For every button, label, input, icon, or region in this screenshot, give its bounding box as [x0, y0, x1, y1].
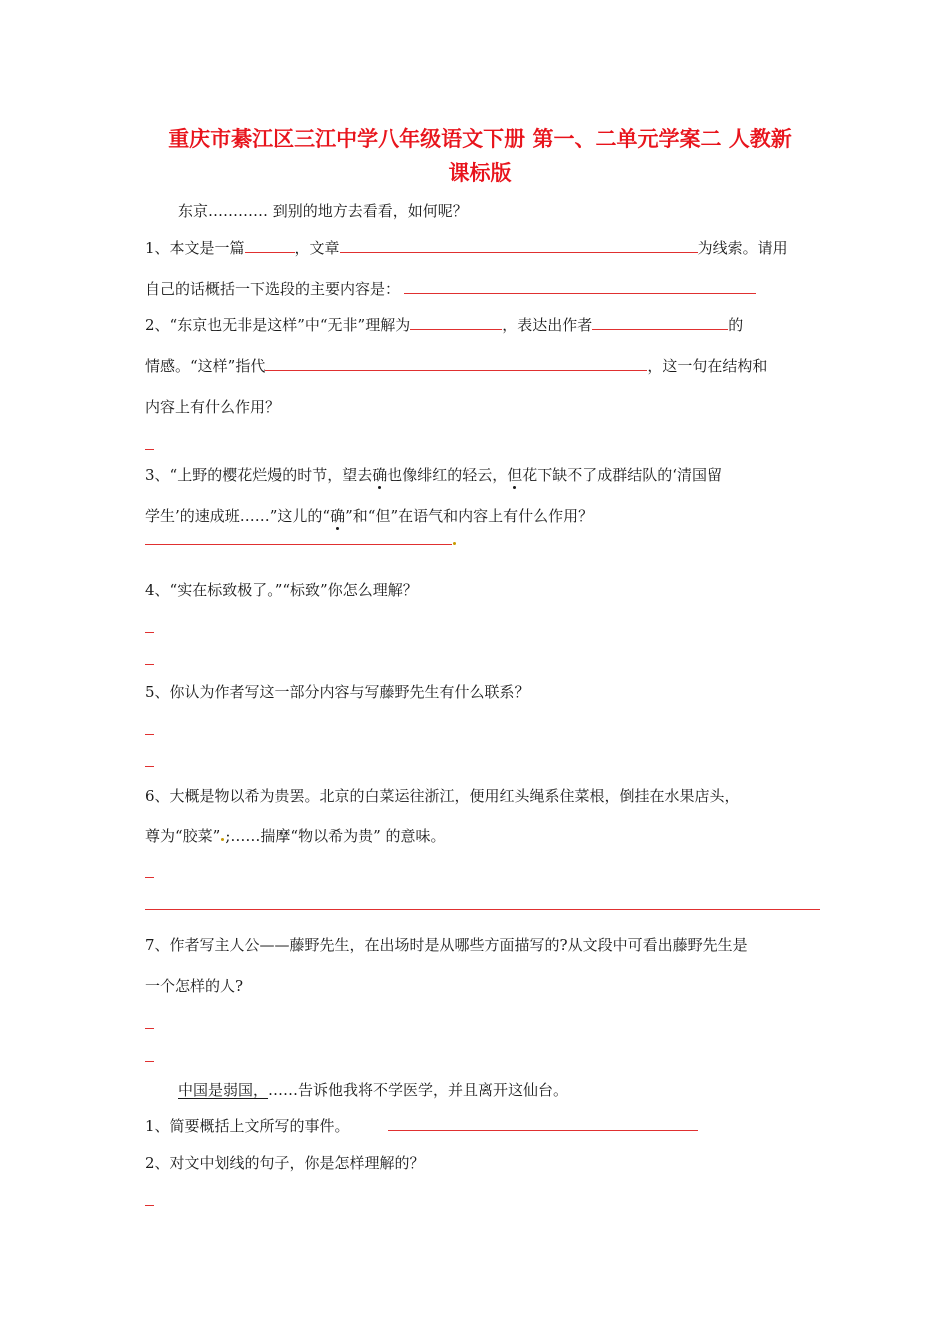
mark-dot [453, 542, 456, 545]
question-1-line2: 自己的话概括一下选段的主要内容是： [145, 279, 825, 299]
question-7-line1: 7、作者写主人公——藤野先生，在出场时是从哪些方面描写的?从文段中可看出藤野先生是 [145, 936, 748, 954]
question-4: 4、“实在标致极了。”“标致”你怎么理解？ [145, 581, 418, 599]
answer-dash[interactable] [145, 877, 154, 878]
question-5: 5、你认为作者写这一部分内容与写藤野先生有什么联系？ [145, 683, 530, 701]
question-7-line2: 一个怎样的人? [145, 977, 244, 995]
answer-rule[interactable] [145, 909, 820, 910]
underlined-sentence: 中国是弱国， [178, 1081, 269, 1099]
question-2-line1: 2、“东京也无非是这样”中“无非”理解为 ，表达出作者 的 [145, 316, 744, 334]
question-3-line2: 学生’的速成班……”这儿的“确”和“但”在语气和内容上有什么作用？ [145, 507, 594, 525]
answer-blank[interactable] [592, 315, 728, 330]
answer-blank[interactable] [388, 1116, 698, 1131]
question-3-answer [145, 530, 825, 550]
section2-question-1: 1、简要概括上文所写的事件。 [145, 1116, 825, 1136]
answer-dash[interactable] [145, 664, 154, 665]
answer-dash[interactable] [145, 766, 154, 767]
answer-blank[interactable] [265, 356, 647, 371]
document-title-line1: 重庆市綦江区三江中学八年级语文下册 第一、二单元学案二 人教新 [168, 127, 792, 151]
answer-dash[interactable] [145, 734, 154, 735]
document-title-line2: 课标版 [448, 161, 512, 185]
question-6-line1: 6、大概是物以希为贵罢。北京的白菜运往浙江，便用红头绳系住菜根，倒挂在水果店头， [145, 787, 740, 805]
answer-dash[interactable] [145, 1028, 154, 1029]
question-2-line3: 内容上有什么作用？ [145, 398, 281, 416]
excerpt-1: 东京………… 到别的地方去看看，如何呢？ [178, 202, 468, 220]
section2-question-2: 2、对文中划线的句子，你是怎样理解的？ [145, 1154, 425, 1172]
answer-blank[interactable] [145, 530, 452, 545]
answer-blank[interactable] [410, 315, 502, 330]
answer-blank[interactable] [404, 279, 756, 294]
mark-dot [221, 838, 224, 841]
question-1-line1: 1、本文是一篇 ，文章 为线索。请用 [145, 239, 788, 257]
answer-dash[interactable] [145, 632, 154, 633]
answer-dash[interactable] [145, 1205, 154, 1206]
question-2-line2: 情感。“这样”指代 ，这一句在结构和 [145, 357, 768, 375]
question-3-line1: 3、“上野的樱花烂熳的时节，望去确也像绯红的轻云，但花下缺不了成群结队的‘清国留 [145, 466, 723, 484]
answer-blank[interactable] [245, 238, 295, 253]
excerpt-2: 中国是弱国，……告诉他我将不学医学，并且离开这仙台。 [178, 1081, 569, 1099]
question-6-line2: 尊为“胶菜” ;……揣摩“物以希为贵” 的意味。 [145, 827, 446, 845]
answer-dash[interactable] [145, 449, 154, 450]
answer-dash[interactable] [145, 1061, 154, 1062]
answer-blank[interactable] [340, 238, 698, 253]
